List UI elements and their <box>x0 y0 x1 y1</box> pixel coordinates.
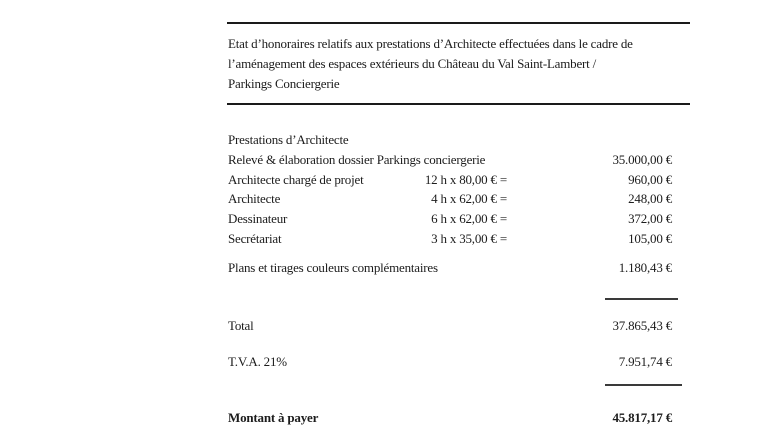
table-row <box>228 229 690 249</box>
amount-due-label: Montant à payer <box>228 410 319 425</box>
item-label: Architecte chargé de projet <box>228 171 364 187</box>
extra-item-row <box>228 258 690 278</box>
grand-total-rule <box>605 384 682 386</box>
section-title: Prestations d’Architecte <box>228 132 349 147</box>
item-label: Dessinateur <box>228 211 288 227</box>
item-qty: 6 h x 62,00 € = <box>431 211 507 227</box>
total-row <box>228 316 690 336</box>
item-amount: 35.000,00 € <box>612 151 672 167</box>
item-label: Plans et tirages couleurs complémentaires <box>228 260 438 275</box>
subtotal-rule <box>605 298 678 300</box>
header-line-2: l’aménagement des espaces extérieurs du Château du Val Saint-Lambert / <box>228 56 597 71</box>
section-title-row <box>228 130 690 150</box>
total-amount: 37.865,43 € <box>612 318 672 333</box>
item-label: Architecte <box>228 191 281 207</box>
line-items-table <box>228 130 690 249</box>
item-amount: 248,00 € <box>628 191 672 207</box>
item-qty: 3 h x 35,00 € = <box>431 230 507 246</box>
item-amount: 372,00 € <box>628 211 672 227</box>
vat-label: T.V.A. 21% <box>228 354 287 369</box>
item-label: Relevé & élaboration dossier Parkings conciergerie <box>228 151 486 167</box>
item-label: Secrétariat <box>228 230 282 246</box>
fee-statement <box>227 0 690 433</box>
statement-header <box>228 34 698 94</box>
item-qty: 12 h x 80,00 € = <box>424 171 507 187</box>
amount-due-row <box>228 408 690 428</box>
table-row <box>228 170 690 190</box>
item-amount: 105,00 € <box>628 230 672 246</box>
item-qty: 4 h x 62,00 € = <box>431 191 507 207</box>
vat-amount: 7.951,74 € <box>618 354 672 369</box>
header-line-1: Etat d’honoraires relatifs aux prestations d’Architecte effectuées dans le cadre de <box>228 36 633 51</box>
total-label: Total <box>228 318 254 333</box>
table-row <box>228 150 690 170</box>
vat-row <box>228 352 690 372</box>
amount-due-amount: 45.817,17 € <box>612 410 672 425</box>
item-amount: 1.180,43 € <box>618 260 672 275</box>
table-row <box>228 189 690 209</box>
table-row <box>228 209 690 229</box>
header-line-3: Parkings Conciergerie <box>228 76 340 91</box>
item-amount: 960,00 € <box>628 171 672 187</box>
header-bottom-rule <box>227 103 690 105</box>
top-rule <box>227 22 690 24</box>
